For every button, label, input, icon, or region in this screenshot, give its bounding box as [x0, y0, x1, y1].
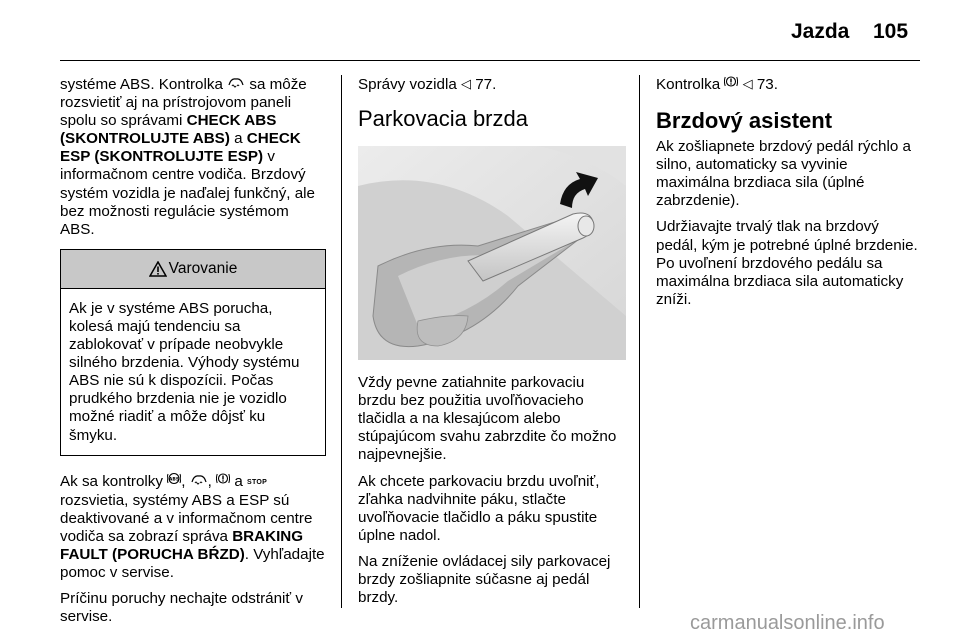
text: 77.	[470, 76, 497, 93]
abs-paragraph	[60, 75, 326, 239]
message-check-abs: CHECK ABS (SKONTROLUJTE ABS)	[60, 112, 277, 148]
column-2	[358, 75, 626, 615]
text: Ak sa kontrolky	[60, 472, 168, 490]
text: systéme ABS. Kontrolka	[60, 76, 228, 93]
svg-text:ABS: ABS	[169, 476, 180, 482]
text: Kontrolka	[656, 76, 725, 93]
column-3	[656, 75, 922, 317]
warning-body: Ak je v systéme ABS porucha, kolesá majú tendenciu sa zablokovať v prípade neobvykle silného brzdenia. Výhody systému ABS nie sú k dispozícii. Počas prudkého brzdenia nie je vozidlo možné riadiť a môže dôjsť ku šmyku.	[69, 299, 300, 444]
stop-icon: STOP	[247, 478, 268, 486]
parking-brake-paragraph-2: Ak chcete parkovaciu brzdu uvoľniť, zľahka nadvihnite páku, stlačte uvoľňovacie tlačidlo a páku spustite úplne nadol.	[358, 472, 600, 544]
warning-triangle-icon	[149, 261, 167, 277]
text: . Vyhľadajte pomoc v servise.	[60, 545, 325, 582]
parking-brake-paragraph-3: Na zníženie ovládacej sily parkovacej brzdy zošliapnite súčasne aj pedál brzdy.	[358, 552, 611, 607]
abs-icon	[167, 472, 181, 490]
section-heading-brake-assist: Brzdový asistent	[656, 108, 833, 134]
warning-header	[61, 250, 325, 289]
text: 73.	[752, 76, 778, 93]
text: a	[230, 472, 247, 490]
brake-system-icon	[216, 472, 230, 490]
brake-assist-paragraph-2: Udržiavajte trvalý tlak na brzdový pedál, kým je potrebné úplné brzdenie. Po uvoľnení brzdového pedálu sa maximálna brzdiaca sila automaticky zníži.	[656, 218, 918, 308]
parking-brake-illustration	[358, 146, 626, 360]
repair-paragraph: Príčinu poruchy nechajte odstrániť v servise.	[60, 590, 303, 626]
brake-system-icon	[724, 75, 738, 93]
page-header-title: Jazda	[791, 20, 850, 43]
reference-arrow-icon: ◁	[460, 76, 471, 91]
watermark: carmanualsonline.info	[690, 612, 885, 634]
reference-arrow-icon: ◁	[742, 76, 753, 91]
cross-reference	[656, 75, 922, 94]
section-heading-parking-brake: Parkovacia brzda	[358, 106, 528, 132]
esp-icon	[190, 472, 208, 490]
warning-box	[60, 249, 326, 456]
message-check-esp: CHECK ESP (SKONTROLUJTE ESP)	[60, 130, 301, 166]
cross-reference	[358, 75, 626, 94]
message-braking-fault: BRAKING FAULT (PORUCHA BŔZD)	[60, 527, 304, 563]
text: a	[229, 130, 247, 148]
column-divider-1	[341, 75, 342, 608]
text: sa môže rozsvietiť aj na prístrojovom paneli spolu so správami	[60, 76, 307, 130]
warning-title: Varovanie	[168, 259, 238, 277]
column-1	[60, 75, 326, 634]
text: Správy vozidla	[358, 76, 461, 93]
header-rule	[60, 60, 920, 61]
page-number: 105	[873, 20, 909, 43]
text: rozsvietia, systémy ABS a ESP sú deaktivované a v informačnom centre vodiča sa zobrazí správa	[60, 491, 313, 545]
column-divider-2	[639, 75, 640, 608]
esp-warning-icon	[227, 75, 245, 93]
brake-assist-paragraph-1: Ak zošliapnete brzdový pedál rýchlo a silno, automaticky sa vyvinie maximálna brzdiaca sila (úplné zabrzdenie).	[656, 138, 911, 210]
indicator-paragraph: Ak sa kontrolky ABS , , a STOP rozsvietia, systémy ABS a ESP sú deaktivované a v informačnom centre vodiča sa zobrazí správa BRAKING FAULT (PORUCHA BŔZD). Vyhľadajte pomoc v servise.	[60, 472, 325, 582]
parking-brake-paragraph-1: Vždy pevne zatiahnite parkovaciu brzdu bez použitia uvoľňovacieho tlačidla a na klesajúcom alebo stúpajúcom svahu zabrzdite čo možno najpevnejšie.	[358, 374, 617, 464]
text: v informačnom centre vodiča. Brzdový systém vozidla je naďalej funkčný, ale bez možnosti regulácie systémom ABS.	[60, 148, 315, 238]
